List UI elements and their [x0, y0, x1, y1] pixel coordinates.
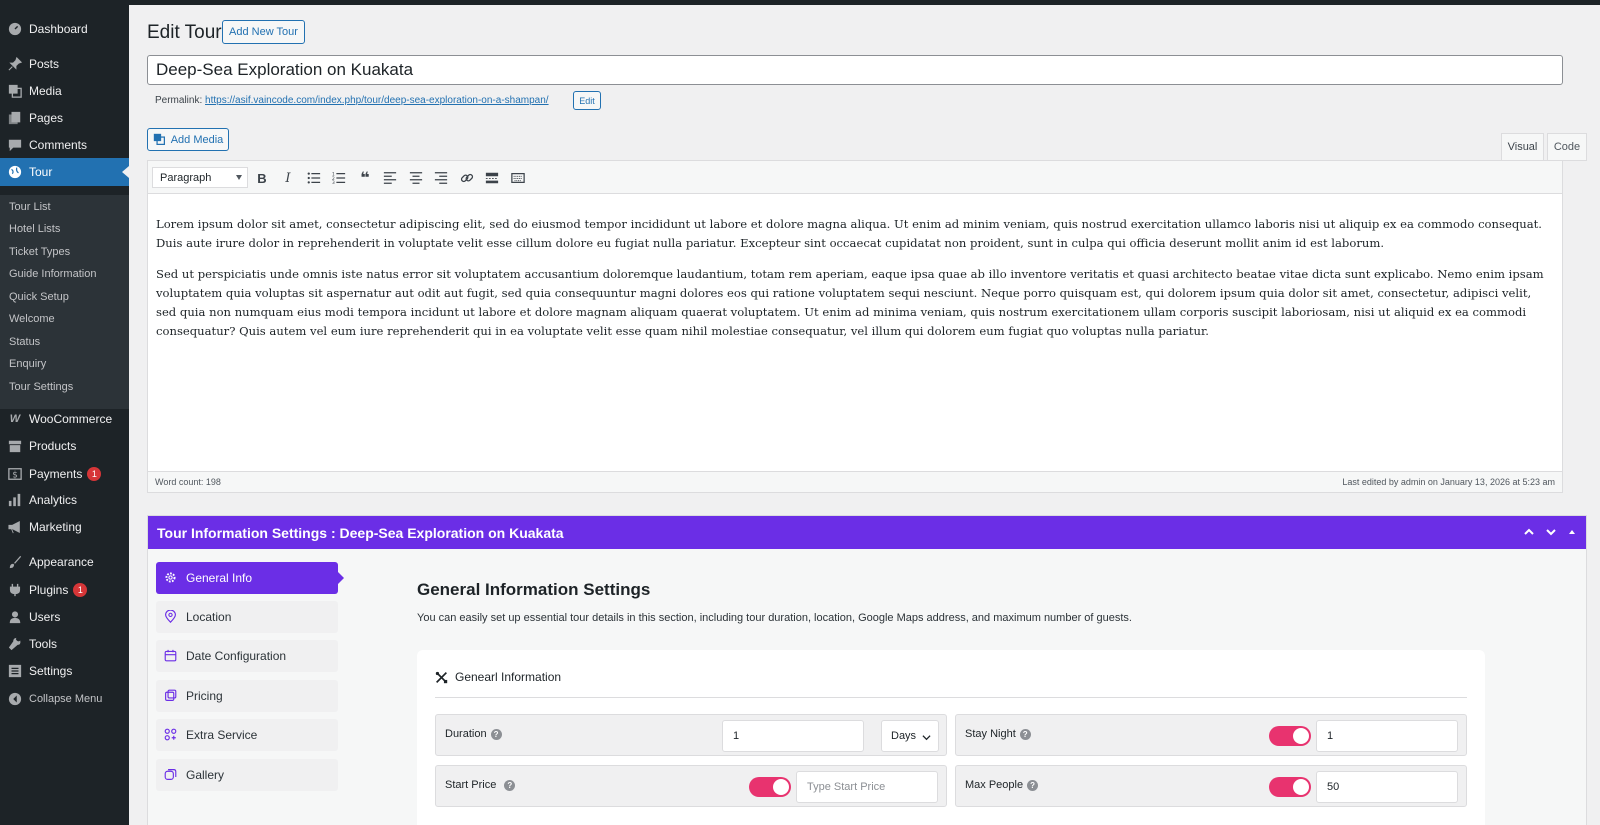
permalink-row: [155, 95, 549, 106]
svg-text:$: $: [12, 470, 18, 480]
editor-statusbar: [148, 471, 1562, 492]
tools-icon: [435, 671, 448, 684]
menu-media[interactable]: Media: [0, 77, 129, 104]
plugins-badge: 1: [73, 583, 87, 597]
content-editor: [147, 160, 1563, 493]
italic-icon: I: [285, 170, 291, 186]
keyboard-icon: [511, 171, 525, 185]
editor-content[interactable]: [156, 215, 1552, 353]
tour-settings-nav: [148, 549, 345, 825]
nav-extra-service[interactable]: Extra Service: [156, 719, 338, 751]
chevron-down-icon: [236, 175, 242, 180]
pin-icon: [8, 57, 22, 71]
tour-submenu: [0, 195, 129, 409]
brush-icon: [8, 555, 22, 569]
collapse-menu-button[interactable]: Collapse Menu: [0, 685, 129, 712]
metabox-title: Tour Information Settings : Deep-Sea Exploration on Kuakata: [157, 524, 564, 541]
move-up-button[interactable]: [1521, 524, 1537, 540]
section-description: You can easily set up essential tour details in this section, including tour duration, location, Google Maps address, and maximum number of guests.: [417, 612, 1132, 624]
stay-night-input[interactable]: 1: [1316, 720, 1458, 752]
link-icon: [460, 171, 474, 185]
nav-date-configuration[interactable]: Date Configuration: [156, 640, 338, 672]
woo-icon: W: [9, 412, 21, 425]
italic-button[interactable]: [277, 167, 299, 189]
wrench-icon: [8, 637, 22, 651]
align-right-button[interactable]: [430, 167, 452, 189]
main-content: [129, 5, 1600, 825]
add-media-button[interactable]: [147, 128, 229, 151]
toolbar-toggle-button[interactable]: [507, 167, 529, 189]
stay-night-field: [955, 714, 1467, 756]
svg-text:2: 2: [332, 176, 335, 182]
submenu-guide-information[interactable]: Guide Information: [9, 268, 97, 280]
submenu-ticket-types[interactable]: Ticket Types: [9, 246, 71, 258]
duration-label: Duration ?: [445, 728, 502, 740]
user-icon: [8, 610, 22, 624]
menu-appearance[interactable]: Appearance: [0, 548, 129, 575]
help-icon[interactable]: ?: [491, 729, 502, 740]
plug-icon: [8, 583, 22, 597]
bullet-list-icon: [307, 171, 321, 185]
page-title: Edit Tour: [147, 22, 222, 43]
chevron-down-icon: [1545, 526, 1557, 538]
bullet-list-button[interactable]: [303, 167, 325, 189]
menu-comments[interactable]: Comments: [0, 131, 129, 158]
svg-text:3: 3: [332, 181, 335, 185]
align-center-icon: [409, 171, 423, 185]
nav-pricing[interactable]: Pricing: [156, 680, 338, 712]
start-price-field: [435, 765, 947, 807]
permalink-label: Permalink:: [155, 95, 203, 106]
menu-marketing[interactable]: Marketing: [0, 513, 129, 540]
align-right-icon: [434, 171, 448, 185]
tour-settings-content: [345, 549, 1587, 825]
menu-settings[interactable]: Settings: [0, 657, 129, 684]
map-pin-icon: [164, 610, 178, 624]
numbered-list-button[interactable]: [328, 167, 350, 189]
payments-badge: 1: [87, 467, 101, 481]
insert-link-button[interactable]: [456, 167, 478, 189]
duration-input[interactable]: 1: [722, 720, 864, 752]
calendar-icon: [164, 649, 178, 663]
start-price-label: Start Price ?: [445, 779, 515, 791]
menu-plugins[interactable]: Plugins 1: [0, 576, 129, 603]
nav-location[interactable]: Location: [156, 601, 338, 633]
max-people-label: Max People ?: [965, 779, 1038, 791]
menu-posts[interactable]: Posts: [0, 50, 129, 77]
align-left-icon: [383, 171, 397, 185]
nav-gallery[interactable]: Gallery: [156, 759, 338, 791]
permalink-link[interactable]: https://asif.vaincode.com/index.php/tour/deep-sea-exploration-on-a-shampan/: [205, 95, 549, 106]
admin-sidebar: [0, 5, 129, 825]
dashboard-icon: [8, 22, 22, 36]
max-people-input[interactable]: 50: [1316, 771, 1458, 803]
submenu-tour-settings[interactable]: Tour Settings: [9, 381, 74, 393]
start-price-toggle[interactable]: [749, 777, 791, 797]
bold-button[interactable]: [251, 167, 273, 189]
duration-field: [435, 714, 947, 756]
menu-woocommerce[interactable]: W WooCommerce: [9, 411, 113, 426]
duration-unit-select[interactable]: Days: [881, 720, 939, 752]
comment-icon: [8, 138, 22, 152]
menu-tools[interactable]: Tools: [0, 630, 129, 657]
stay-night-toggle[interactable]: [1269, 726, 1311, 746]
last-edited: Last edited by admin on January 13, 2026 at 5:23 am: [1342, 477, 1555, 487]
tab-visual[interactable]: Visual: [1501, 133, 1544, 161]
bar-chart-icon: [8, 493, 22, 507]
add-media-icon: [153, 133, 166, 146]
menu-tour[interactable]: Tour: [0, 158, 129, 186]
services-icon: [164, 728, 178, 742]
quote-icon: ❝: [360, 170, 370, 187]
archive-icon: [8, 439, 22, 453]
toggle-panel-button[interactable]: [1564, 524, 1580, 540]
post-title-input[interactable]: Deep-Sea Exploration on Kuakata: [147, 55, 1563, 85]
submenu-hotel-lists[interactable]: Hotel Lists: [9, 223, 61, 235]
read-more-button[interactable]: [481, 167, 503, 189]
card-title: Genearl Information: [435, 670, 561, 684]
numbered-list-icon: [332, 171, 346, 185]
paragraph: Lorem ipsum dolor sit amet, consectetur adipiscing elit, sed do eiusmod tempor incididunt ut labore et dolore magna aliqua. Ut enim ad minim veniam, quis nostrud exercitation ullamco laboris nisi ut aliquip ex ea commodo consequat. Duis aute irure dolor in reprehenderit in voluptate velit esse cillum dolore eu fugiat nulla pariatur. Excepteur sint occaecat cupidatat non proident, sunt in culpa qui officia deserunt mollit anim id est laborum.: [156, 217, 1542, 250]
menu-products[interactable]: Products: [0, 432, 129, 459]
media-icon: [8, 84, 22, 98]
help-icon[interactable]: ?: [504, 780, 515, 791]
general-information-card: [417, 650, 1485, 825]
caret-up-icon: [1566, 526, 1578, 538]
read-more-icon: [485, 171, 499, 185]
add-media-label: Add Media: [170, 133, 224, 146]
chevron-up-icon: [1523, 526, 1535, 538]
format-select[interactable]: Paragraph: [152, 167, 248, 188]
help-icon[interactable]: ?: [1027, 780, 1038, 791]
section-title: General Information Settings: [417, 580, 651, 599]
tag-icon: [164, 689, 178, 703]
move-down-button[interactable]: [1543, 524, 1559, 540]
menu-pages[interactable]: Pages: [0, 104, 129, 131]
megaphone-icon: [8, 520, 22, 534]
align-center-button[interactable]: [405, 167, 427, 189]
paragraph: Sed ut perspiciatis unde omnis iste natus error sit voluptatem accusantium doloremque laudantium, totam rem aperiam, eaque ipsa quae ab illo inventore veritatis et quasi architecto beatae vitae dicta sunt explicabo. Nemo enim ipsam voluptatem quia voluptas sit aspernatur aut odit aut fugit, sed quia consequuntur magni dolores eos qui ratione voluptatem sequi nesciunt. Neque porro quisquam est, qui dolorem ipsum quia dolor sit amet, consectetur, adipisci velit, sed quia non numquam eius modi tempora incidunt ut labore et dolore magnam aliquam quaerat voluptatem. Ut enim ad minima veniam, quis nostrum exercitationem ullam corporis suscipit laboriosam, nisi ut aliquid ex ea commodi consequatur? Quis autem vel eum iure reprehenderit qui in ea voluptate velit esse quam nihil molestiae consequatur, vel illum qui dolorem eum fugiat quo voluptas nulla pariatur.: [156, 267, 1544, 338]
blockquote-button[interactable]: [354, 167, 376, 189]
help-icon[interactable]: ?: [1020, 729, 1031, 740]
word-count: Word count: 198: [155, 477, 221, 487]
menu-payments[interactable]: $ Payments 1: [0, 460, 129, 487]
svg-text:1: 1: [332, 172, 335, 178]
start-price-input[interactable]: Type Start Price: [796, 771, 938, 803]
collapse-icon: [8, 692, 22, 706]
menu-dashboard[interactable]: Dashboard: [0, 15, 129, 42]
submenu-tour-list[interactable]: Tour List: [9, 201, 51, 213]
max-people-field: [955, 765, 1467, 807]
metabox-header: [148, 516, 1586, 549]
pages-icon: [8, 111, 22, 125]
settings-icon: [8, 664, 22, 678]
editor-toolbar: [148, 161, 1562, 194]
nav-general-info[interactable]: General Info: [156, 562, 338, 594]
align-left-button[interactable]: [379, 167, 401, 189]
tab-code[interactable]: Code: [1547, 133, 1587, 161]
permalink-edit-button[interactable]: Edit: [573, 91, 601, 110]
stay-night-label: Stay Night ?: [965, 728, 1031, 740]
submenu-quick-setup[interactable]: Quick Setup: [9, 291, 69, 303]
menu-analytics[interactable]: Analytics: [0, 486, 129, 513]
dollar-icon: [8, 467, 22, 481]
submenu-welcome[interactable]: Welcome: [9, 313, 55, 325]
submenu-status[interactable]: Status: [9, 336, 41, 348]
tour-settings-metabox: [147, 515, 1587, 825]
add-new-tour-button[interactable]: Add New Tour: [222, 20, 305, 44]
gallery-icon: [164, 768, 178, 782]
globe-icon: [8, 165, 22, 179]
bold-icon: B: [257, 170, 267, 186]
gear-icon: [164, 571, 178, 585]
submenu-enquiry[interactable]: Enquiry: [9, 358, 47, 370]
chevron-down-icon: [922, 733, 931, 742]
divider: [435, 697, 1467, 698]
menu-users[interactable]: Users: [0, 603, 129, 630]
max-people-toggle[interactable]: [1269, 777, 1311, 797]
